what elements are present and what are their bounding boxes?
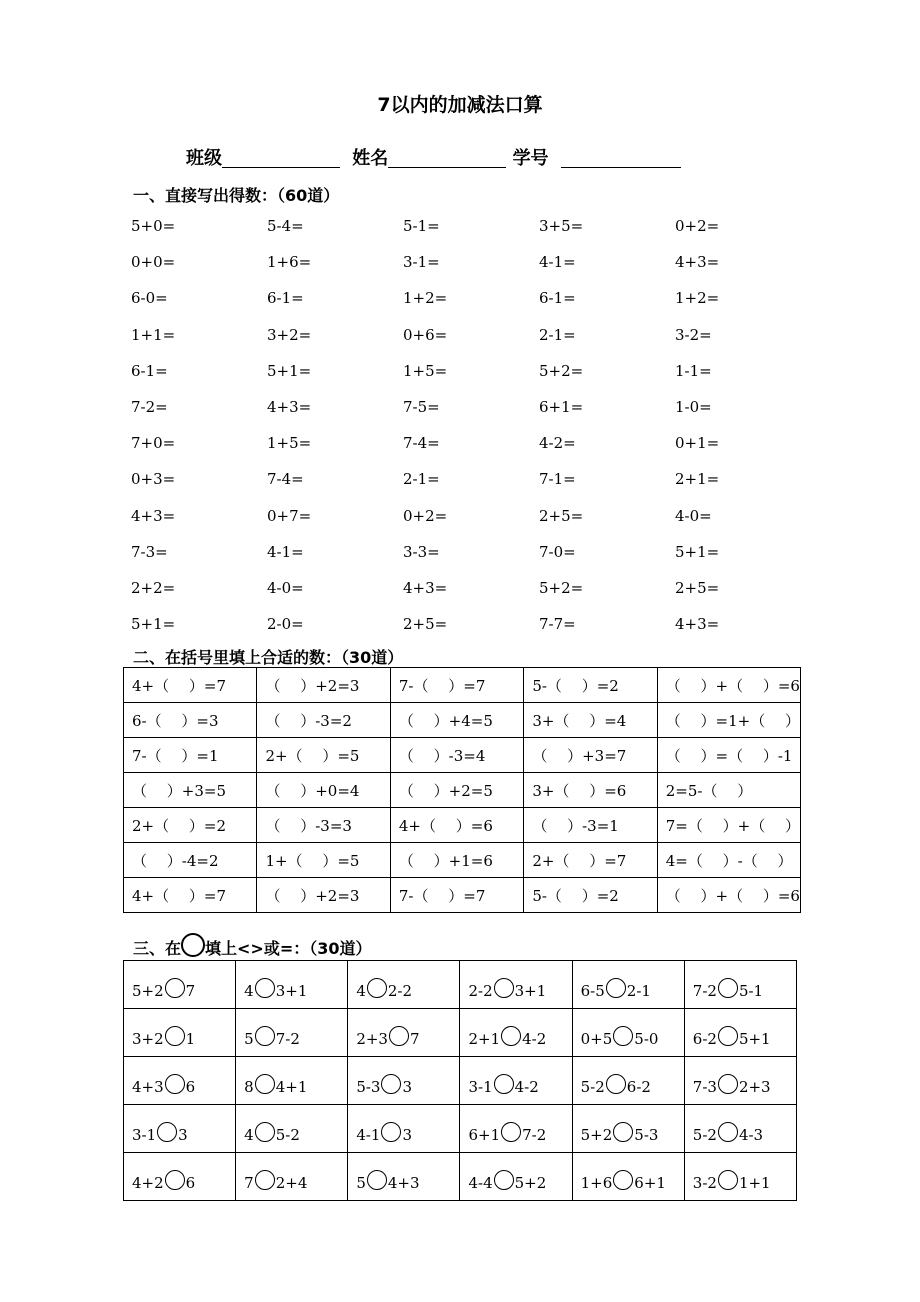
section3-heading-pre: 三、在: [133, 939, 182, 958]
fill-blank-problem[interactable]: （ ）+1=6: [390, 843, 523, 878]
fill-blank-problem[interactable]: （ ）-3=3: [257, 808, 390, 843]
left-expression: 5-3: [356, 1077, 381, 1096]
circle-icon: [181, 933, 205, 957]
fill-blank-problem[interactable]: （ ）-3=2: [257, 703, 390, 738]
compare-problem: [124, 1153, 236, 1201]
problem[interactable]: 3+5=: [539, 217, 584, 235]
problem[interactable]: 6-1=: [539, 289, 576, 308]
compare-circle-icon[interactable]: [613, 1026, 633, 1046]
compare-circle-icon[interactable]: [255, 1074, 275, 1094]
compare-problem: [348, 1009, 460, 1057]
compare-circle-icon[interactable]: [255, 1170, 275, 1190]
section2-table: [123, 667, 801, 913]
section2-heading: 二、在括号里填上合适的数：（30道）: [133, 648, 404, 667]
left-expression: 2-2: [468, 981, 493, 1000]
compare-circle-icon[interactable]: [613, 1122, 633, 1142]
compare-circle-icon[interactable]: [494, 1074, 514, 1094]
fill-blank-problem[interactable]: 4=（ ）-（ ）: [657, 843, 800, 878]
problem[interactable]: 1+5=: [267, 434, 312, 453]
table-row: [124, 773, 801, 808]
problem[interactable]: 7-1=: [539, 470, 576, 489]
problem-row: [131, 610, 811, 646]
fill-blank-problem[interactable]: 3+（ ）=4: [524, 703, 657, 738]
left-expression: 5+2: [132, 981, 164, 1000]
fill-blank-problem[interactable]: （ ）+0=4: [257, 773, 390, 808]
section3-heading: [133, 933, 372, 959]
problem[interactable]: 7-3=: [131, 542, 168, 561]
problem[interactable]: 4+3=: [267, 397, 312, 416]
fill-blank-problem[interactable]: 4+（ ）=6: [390, 808, 523, 843]
compare-circle-icon[interactable]: [501, 1122, 521, 1142]
problem[interactable]: 0+2=: [403, 506, 448, 525]
problem-row: [131, 212, 811, 248]
section1-heading: 一、直接写出得数：（60道）: [133, 186, 340, 205]
problem[interactable]: 3+2=: [267, 325, 312, 344]
left-expression: 5: [356, 1173, 366, 1192]
compare-problem: [124, 1105, 236, 1153]
fill-blank-problem[interactable]: 2=5-（ ）: [657, 773, 800, 808]
compare-problem: [348, 1153, 460, 1201]
right-expression: 3: [402, 1077, 413, 1096]
problem[interactable]: 5-4=: [267, 217, 304, 235]
problem[interactable]: 2+5=: [675, 578, 720, 597]
left-expression: 3-1: [468, 1077, 493, 1096]
problem[interactable]: 4-1=: [539, 253, 576, 272]
compare-problem: [460, 1009, 572, 1057]
left-expression: 6+1: [468, 1125, 501, 1144]
left-expression: 2+3: [356, 1029, 388, 1048]
right-expression: 2-1: [626, 981, 651, 1000]
problem-row: [131, 465, 811, 501]
problem-row: [131, 321, 811, 357]
compare-problem: [124, 961, 236, 1009]
name-blank[interactable]: [388, 167, 506, 168]
problem[interactable]: 6-1=: [131, 361, 168, 380]
problem[interactable]: 4+3=: [403, 578, 448, 597]
table-row: [124, 808, 801, 843]
compare-circle-icon[interactable]: [157, 1122, 177, 1142]
problem-row: [131, 538, 811, 574]
right-expression: 7: [409, 1029, 420, 1048]
left-expression: 0+5: [580, 1029, 613, 1048]
left-expression: 3+2: [132, 1029, 164, 1048]
problem-row: [131, 393, 811, 429]
fill-blank-problem[interactable]: 7-（ ）=1: [124, 738, 257, 773]
section1-grid: [131, 212, 811, 646]
left-expression: 5-2: [692, 1125, 717, 1144]
number-label: 学号: [512, 148, 549, 169]
compare-circle-icon[interactable]: [501, 1026, 521, 1046]
fill-blank-problem[interactable]: 2+（ ）=2: [124, 808, 257, 843]
name-label: 姓名: [352, 148, 389, 169]
compare-problem: [684, 1153, 796, 1201]
compare-circle-icon[interactable]: [606, 978, 626, 998]
compare-problem: [684, 1057, 796, 1105]
problem-row: [131, 357, 811, 393]
compare-circle-icon[interactable]: [381, 1122, 401, 1142]
right-expression: 7-2: [275, 1029, 300, 1048]
left-expression: 5-2: [580, 1077, 605, 1096]
problem[interactable]: 1-0=: [675, 397, 712, 416]
compare-problem: [460, 961, 572, 1009]
compare-circle-icon[interactable]: [165, 1170, 185, 1190]
left-expression: 4-1: [356, 1125, 381, 1144]
compare-problem: [460, 1105, 572, 1153]
problem[interactable]: 7-7=: [539, 615, 576, 634]
compare-problem: [572, 1153, 684, 1201]
problem[interactable]: 6-1=: [267, 289, 304, 308]
fill-blank-problem[interactable]: 7-（ ）=7: [390, 668, 523, 703]
class-blank[interactable]: [222, 167, 340, 168]
problem[interactable]: 2+5=: [539, 506, 584, 525]
problem[interactable]: 2-0=: [267, 615, 304, 634]
table-row: [124, 1057, 797, 1105]
problem[interactable]: 1+6=: [267, 253, 312, 272]
compare-problem: [572, 1057, 684, 1105]
compare-circle-icon[interactable]: [606, 1074, 626, 1094]
compare-circle-icon[interactable]: [494, 1170, 514, 1190]
left-expression: 4: [356, 981, 366, 1000]
problem[interactable]: 1+2=: [403, 289, 448, 308]
fill-blank-problem[interactable]: 6-（ ）=3: [124, 703, 257, 738]
left-expression: 7: [244, 1173, 254, 1192]
right-expression: 3+1: [514, 981, 547, 1000]
right-expression: 7: [185, 981, 196, 1000]
table-row: [124, 1105, 797, 1153]
problem[interactable]: 2-1=: [539, 325, 576, 344]
problem[interactable]: 4+3=: [675, 615, 720, 634]
fill-blank-problem[interactable]: （ ）=（ ）-1: [657, 738, 800, 773]
problem[interactable]: 7-0=: [539, 542, 576, 561]
fill-blank-problem[interactable]: 2+（ ）=7: [524, 843, 657, 878]
problem[interactable]: 4+3=: [131, 506, 176, 525]
problem[interactable]: 6+1=: [539, 397, 584, 416]
problem[interactable]: 0+7=: [267, 506, 312, 525]
fill-blank-problem[interactable]: （ ）+2=3: [257, 878, 390, 913]
left-expression: 6-5: [580, 981, 605, 1000]
compare-circle-icon[interactable]: [494, 978, 514, 998]
compare-circle-icon[interactable]: [367, 1170, 387, 1190]
right-expression: 5-2: [275, 1125, 300, 1144]
compare-problem: [572, 1105, 684, 1153]
class-label: 班级: [186, 148, 222, 169]
compare-problem: [124, 1009, 236, 1057]
right-expression: 4+3: [387, 1173, 420, 1192]
section3-table: [123, 960, 797, 1201]
problem[interactable]: 7-2=: [131, 397, 168, 416]
compare-problem: [572, 961, 684, 1009]
compare-problem: [684, 1105, 796, 1153]
problem[interactable]: 5+0=: [131, 217, 176, 235]
problem[interactable]: 0+3=: [131, 470, 176, 489]
fill-blank-problem[interactable]: 5-（ ）=2: [524, 878, 657, 913]
table-row: [124, 878, 801, 913]
compare-circle-icon[interactable]: [718, 1170, 738, 1190]
right-expression: 4-2: [522, 1029, 547, 1048]
table-row: [124, 1153, 797, 1201]
compare-circle-icon[interactable]: [613, 1170, 633, 1190]
right-expression: 5+2: [514, 1173, 547, 1192]
fill-blank-problem[interactable]: （ ）-4=2: [124, 843, 257, 878]
problem-row: [131, 248, 811, 284]
compare-circle-icon[interactable]: [165, 1026, 185, 1046]
compare-problem: [572, 1009, 684, 1057]
fill-blank-problem[interactable]: （ ）-3=1: [524, 808, 657, 843]
fill-blank-problem[interactable]: 4+（ ）=7: [124, 668, 257, 703]
left-expression: 8: [244, 1077, 254, 1096]
table-row: [124, 738, 801, 773]
right-expression: 6: [185, 1077, 196, 1096]
problem-row: [131, 502, 811, 538]
left-expression: 4: [244, 1125, 254, 1144]
right-expression: 4-3: [738, 1125, 764, 1144]
compare-circle-icon[interactable]: [389, 1026, 409, 1046]
problem[interactable]: 4-0=: [675, 506, 712, 525]
problem[interactable]: 0+2=: [675, 217, 720, 235]
problem[interactable]: 1+5=: [403, 361, 448, 380]
left-expression: 2+1: [468, 1029, 501, 1048]
fill-blank-problem[interactable]: 7-（ ）=7: [390, 878, 523, 913]
compare-problem: [348, 961, 460, 1009]
compare-problem: [236, 1057, 348, 1105]
problem[interactable]: 2+5=: [403, 615, 448, 634]
fill-blank-problem[interactable]: 5-（ ）=2: [524, 668, 657, 703]
problem[interactable]: 3-3=: [403, 542, 440, 561]
right-expression: 6: [185, 1173, 196, 1192]
problem[interactable]: 2+2=: [131, 578, 176, 597]
right-expression: 4+1: [275, 1077, 308, 1096]
fill-blank-problem[interactable]: （ ）+（ ）=6: [657, 668, 800, 703]
right-expression: 5-0: [634, 1029, 659, 1048]
fill-blank-problem[interactable]: （ ）+2=3: [257, 668, 390, 703]
table-row: [124, 1009, 797, 1057]
problem[interactable]: 7-4=: [403, 434, 440, 453]
compare-circle-icon[interactable]: [718, 1026, 738, 1046]
right-expression: 5-3: [634, 1125, 659, 1144]
compare-problem: [460, 1057, 572, 1105]
right-expression: 1: [185, 1029, 196, 1048]
table-row: [124, 843, 801, 878]
fill-blank-problem[interactable]: （ ）=1+（ ）: [657, 703, 800, 738]
left-expression: 4+3: [132, 1077, 164, 1096]
right-expression: 7-2: [522, 1125, 547, 1144]
fill-blank-problem[interactable]: （ ）+2=5: [390, 773, 523, 808]
problem[interactable]: 6-0=: [131, 289, 168, 308]
compare-circle-icon[interactable]: [255, 978, 275, 998]
compare-circle-icon[interactable]: [367, 978, 387, 998]
compare-problem: [124, 1057, 236, 1105]
left-expression: 5+2: [580, 1125, 613, 1144]
compare-problem: [460, 1153, 572, 1201]
number-blank[interactable]: [561, 167, 681, 168]
fill-blank-problem[interactable]: 1+（ ）=5: [257, 843, 390, 878]
compare-problem: [684, 1009, 796, 1057]
student-info: [186, 144, 681, 170]
right-expression: 3+1: [275, 981, 308, 1000]
fill-blank-problem[interactable]: （ ）+3=7: [524, 738, 657, 773]
left-expression: 3-2: [692, 1173, 717, 1192]
fill-blank-problem[interactable]: （ ）-3=4: [390, 738, 523, 773]
right-expression: 5+1: [738, 1029, 771, 1048]
problem[interactable]: 1+1=: [131, 325, 176, 344]
left-expression: 4+2: [132, 1173, 164, 1192]
problem-row: [131, 574, 811, 610]
compare-problem: [236, 1105, 348, 1153]
fill-blank-problem[interactable]: 2+（ ）=5: [257, 738, 390, 773]
fill-blank-problem[interactable]: （ ）+（ ）=6: [657, 878, 800, 913]
compare-problem: [684, 961, 796, 1009]
compare-problem: [236, 1009, 348, 1057]
problem[interactable]: 4-1=: [267, 542, 304, 561]
compare-circle-icon[interactable]: [718, 978, 738, 998]
compare-circle-icon[interactable]: [381, 1074, 401, 1094]
compare-circle-icon[interactable]: [255, 1026, 275, 1046]
problem-row: [131, 284, 811, 320]
left-expression: 4: [244, 981, 254, 1000]
left-expression: 1+6: [580, 1173, 613, 1192]
section3-heading-post: 填上<>或=：（30道）: [205, 939, 372, 958]
problem[interactable]: 7+0=: [131, 434, 176, 453]
right-expression: 2+4: [275, 1173, 308, 1192]
left-expression: 4-4: [468, 1173, 493, 1192]
problem-row: [131, 429, 811, 465]
left-expression: 7-3: [692, 1077, 717, 1096]
left-expression: 6-2: [692, 1029, 717, 1048]
page-title: 7以内的加减法口算: [377, 94, 543, 116]
right-expression: 4-2: [514, 1077, 539, 1096]
problem[interactable]: 0+1=: [675, 434, 720, 453]
fill-blank-problem[interactable]: 3+（ ）=6: [524, 773, 657, 808]
fill-blank-problem[interactable]: 7=（ ）+（ ）: [657, 808, 800, 843]
right-expression: 2-2: [387, 981, 413, 1000]
problem[interactable]: 7-5=: [403, 397, 440, 416]
right-expression: 3: [402, 1125, 413, 1144]
problem[interactable]: 5+1=: [267, 361, 312, 380]
problem[interactable]: 4-0=: [267, 578, 304, 597]
right-expression: 2+3: [738, 1077, 771, 1096]
right-expression: 3: [178, 1125, 188, 1144]
right-expression: 6+1: [634, 1173, 666, 1192]
compare-circle-icon[interactable]: [165, 978, 185, 998]
problem[interactable]: 5+1=: [131, 615, 176, 634]
fill-blank-problem[interactable]: （ ）+3=5: [124, 773, 257, 808]
compare-circle-icon[interactable]: [165, 1074, 185, 1094]
problem[interactable]: 7-4=: [267, 470, 304, 489]
compare-problem: [348, 1057, 460, 1105]
compare-circle-icon[interactable]: [718, 1074, 738, 1094]
fill-blank-problem[interactable]: （ ）+4=5: [390, 703, 523, 738]
problem[interactable]: 0+6=: [403, 325, 448, 344]
problem[interactable]: 4-2=: [539, 434, 576, 453]
problem[interactable]: 5+1=: [675, 542, 720, 561]
table-row: [124, 703, 801, 738]
compare-circle-icon[interactable]: [718, 1122, 738, 1142]
problem[interactable]: 5-1=: [403, 217, 440, 235]
problem[interactable]: 3-1=: [403, 253, 440, 272]
problem[interactable]: 5+2=: [539, 578, 584, 597]
problem[interactable]: 1+2=: [675, 289, 720, 308]
compare-problem: [348, 1105, 460, 1153]
compare-circle-icon[interactable]: [255, 1122, 275, 1142]
problem[interactable]: 1-1=: [675, 361, 712, 380]
fill-blank-problem[interactable]: 4+（ ）=7: [124, 878, 257, 913]
problem[interactable]: 0+0=: [131, 253, 176, 272]
right-expression: 1+1: [738, 1173, 771, 1192]
compare-problem: [236, 961, 348, 1009]
problem[interactable]: 5+2=: [539, 361, 584, 380]
problem[interactable]: 2+1=: [675, 470, 720, 489]
problem[interactable]: 3-2=: [675, 325, 712, 344]
compare-problem: [236, 1153, 348, 1201]
left-expression: 3-1: [132, 1125, 157, 1144]
left-expression: 7-2: [692, 981, 717, 1000]
problem[interactable]: 2-1=: [403, 470, 440, 489]
right-expression: 5-1: [738, 981, 764, 1000]
problem[interactable]: 4+3=: [675, 253, 720, 272]
table-row: [124, 668, 801, 703]
right-expression: 6-2: [626, 1077, 651, 1096]
table-row: [124, 961, 797, 1009]
left-expression: 5: [244, 1029, 254, 1048]
